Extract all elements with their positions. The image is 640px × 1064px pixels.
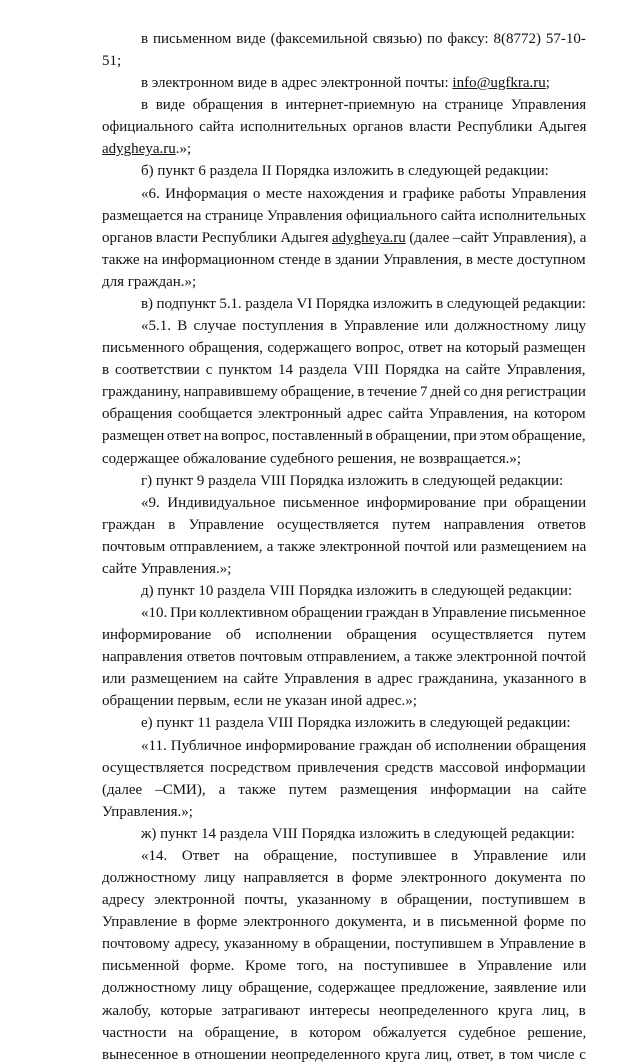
line-text: адресу электронной почты, указанному в обращении, поступившем в: [102, 892, 586, 908]
text-line: [102, 648, 586, 666]
line-text: д) пункт 10 раздела VIII Порядка изложить в следующей редакции:: [141, 583, 573, 599]
text-line: [102, 913, 586, 931]
line-text: «6. Информация о месте нахождения и графике работы Управления: [141, 186, 587, 202]
line-text-tail: ;: [545, 75, 550, 91]
text-line: [102, 516, 586, 534]
text-line: [102, 361, 586, 379]
line-text: направления ответов почтовым отправлением, а также электронной почтой: [102, 649, 587, 665]
text-line: [141, 30, 586, 48]
line-text: 51;: [102, 53, 122, 69]
line-text: размещается на странице Управления официального сайта исполнительных: [102, 208, 586, 224]
line-text: (далее –СМИ), а также путем размещения информации на сайте: [102, 782, 587, 798]
line-text: осуществляется посредством привлечения средств массовой информации: [102, 760, 586, 776]
line-text: «5.1. В случае поступления в Управление или должностному лицу: [141, 318, 587, 334]
text-line: [102, 1024, 586, 1042]
text-line: [102, 229, 586, 247]
line-text: сайте Управления.»;: [102, 561, 232, 577]
text-line: [102, 273, 196, 291]
line-text: также на информационном стенде в здании Управления, в месте доступном: [102, 252, 586, 268]
line-text-tail: .»;: [175, 141, 192, 157]
line-text: в виде обращения в интернет-приемную на странице Управления: [141, 97, 587, 113]
line-text: письменной форме. Кроме того, на поступившее в Управление или: [102, 958, 587, 974]
line-text: письменного обращения, содержащего вопрос, ответ на который размещен: [102, 340, 586, 356]
line-text: Управление в форме электронного документа, и в письменной форме по: [102, 914, 587, 930]
line-text: жалобу, которые затрагивают интересы неопределенного круга лиц, в: [102, 1003, 586, 1019]
text-line: [102, 692, 417, 710]
hyperlink[interactable]: adygheya.ru: [332, 230, 406, 246]
text-line: [102, 140, 191, 158]
text-line: [141, 825, 575, 843]
line-text: гражданину, направившему обращение, в течение 7 дней со дня регистрации: [102, 384, 586, 400]
text-line: [102, 538, 586, 556]
text-line: [102, 1002, 586, 1020]
text-line: [141, 295, 586, 313]
text-line: [141, 96, 586, 114]
text-line: [141, 162, 549, 180]
line-text: «9. Индивидуальное письменное информирование при обращении: [141, 495, 587, 511]
text-line: [102, 803, 193, 821]
text-line: [141, 737, 586, 755]
hyperlink[interactable]: info@ugfkra.ru: [452, 75, 546, 91]
line-text: должностному лицу направляется в форме электронного документа по: [102, 870, 586, 886]
line-text: для граждан.»;: [102, 274, 197, 290]
text-line: [141, 317, 586, 335]
text-line: [102, 957, 586, 975]
line-text: г) пункт 9 раздела VIII Порядка изложить в следующей редакции:: [141, 473, 564, 489]
line-text: размещен ответ на вопрос, поставленный в обращении, при этом обращение,: [102, 428, 586, 444]
line-text: должностному лицу обращение, содержащее предложение, заявление или: [102, 980, 587, 996]
text-line: [102, 427, 586, 445]
line-text: в электронном виде в адрес электронной почты:: [141, 75, 453, 91]
line-text: б) пункт 6 раздела II Порядка изложить в следующей редакции:: [141, 163, 549, 179]
text-line: [102, 339, 586, 357]
text-line: [141, 185, 586, 203]
line-text: «10. При коллективном обращении граждан в Управление письменное: [141, 605, 586, 621]
text-line: [102, 450, 521, 468]
text-line: [102, 405, 586, 423]
text-line: [102, 759, 586, 777]
line-text: граждан в Управление осуществляется путем направления ответов: [102, 517, 586, 533]
line-text: содержащее обжалование судебного решения, не возвращается.»;: [102, 451, 522, 467]
line-text: частности на обращение, в котором обжалуется судебное решение,: [102, 1025, 587, 1041]
line-text: в) подпункт 5.1. раздела VI Порядка изложить в следующей редакции:: [141, 296, 586, 312]
line-text: «14. Ответ на обращение, поступившее в Управление или: [141, 848, 587, 864]
text-line: [141, 847, 586, 865]
line-text: почтовым отправлением, а также электронной почтой или размещением на: [102, 539, 587, 555]
text-line: [102, 891, 586, 909]
text-line: [102, 118, 586, 136]
text-line: [102, 935, 586, 953]
line-text: Управления.»;: [102, 804, 193, 820]
text-line: [102, 52, 121, 70]
text-line: [102, 383, 586, 401]
line-text: е) пункт 11 раздела VIII Порядка изложить в следующей редакции:: [141, 715, 571, 731]
text-line: [141, 604, 586, 622]
text-line: [141, 74, 550, 92]
text-line: [102, 560, 231, 578]
line-text: обращения сообщается электронный адрес сайта Управления, на котором: [102, 406, 586, 422]
text-line: [141, 582, 572, 600]
text-line: [141, 472, 563, 490]
line-text: обращении первым, если не указан иной адрес.»;: [102, 693, 417, 709]
text-line: [102, 1046, 586, 1064]
line-text: почтовому адресу, указанному в обращении, поступившем в Управление в: [102, 936, 586, 952]
text-line: [141, 494, 586, 512]
text-line: [102, 626, 586, 644]
text-line: [102, 207, 586, 225]
line-text-tail: (далее –сайт Управления), а: [405, 230, 587, 246]
line-text: органов власти Республики Адыгея: [102, 230, 332, 246]
line-text: в соответствии с пунктом 14 раздела VIII Порядка на сайте Управления,: [102, 362, 586, 378]
line-text: в письменном виде (факсемильной связью) по факсу: 8(8772) 57-10-: [141, 31, 586, 47]
line-text: официального сайта исполнительных органов власти Республики Адыгея: [102, 119, 587, 135]
text-line: [102, 670, 586, 688]
text-line: [102, 781, 586, 799]
text-line: [141, 714, 571, 732]
line-text: ж) пункт 14 раздела VIII Порядка изложить в следующей редакции:: [141, 826, 575, 842]
line-text: вынесенное в отношении неопределенного круга лиц, ответ, в том числе с: [102, 1047, 586, 1063]
text-line: [102, 979, 586, 997]
line-text: информирование об исполнении обращения осуществляется путем: [102, 627, 587, 643]
hyperlink[interactable]: adygheya.ru: [102, 141, 176, 157]
text-line: [102, 869, 586, 887]
line-text: или размещением на сайте Управления в адрес гражданина, указанного в: [102, 671, 587, 687]
text-line: [102, 251, 586, 269]
line-text: «11. Публичное информирование граждан об исполнении обращения: [141, 738, 587, 754]
